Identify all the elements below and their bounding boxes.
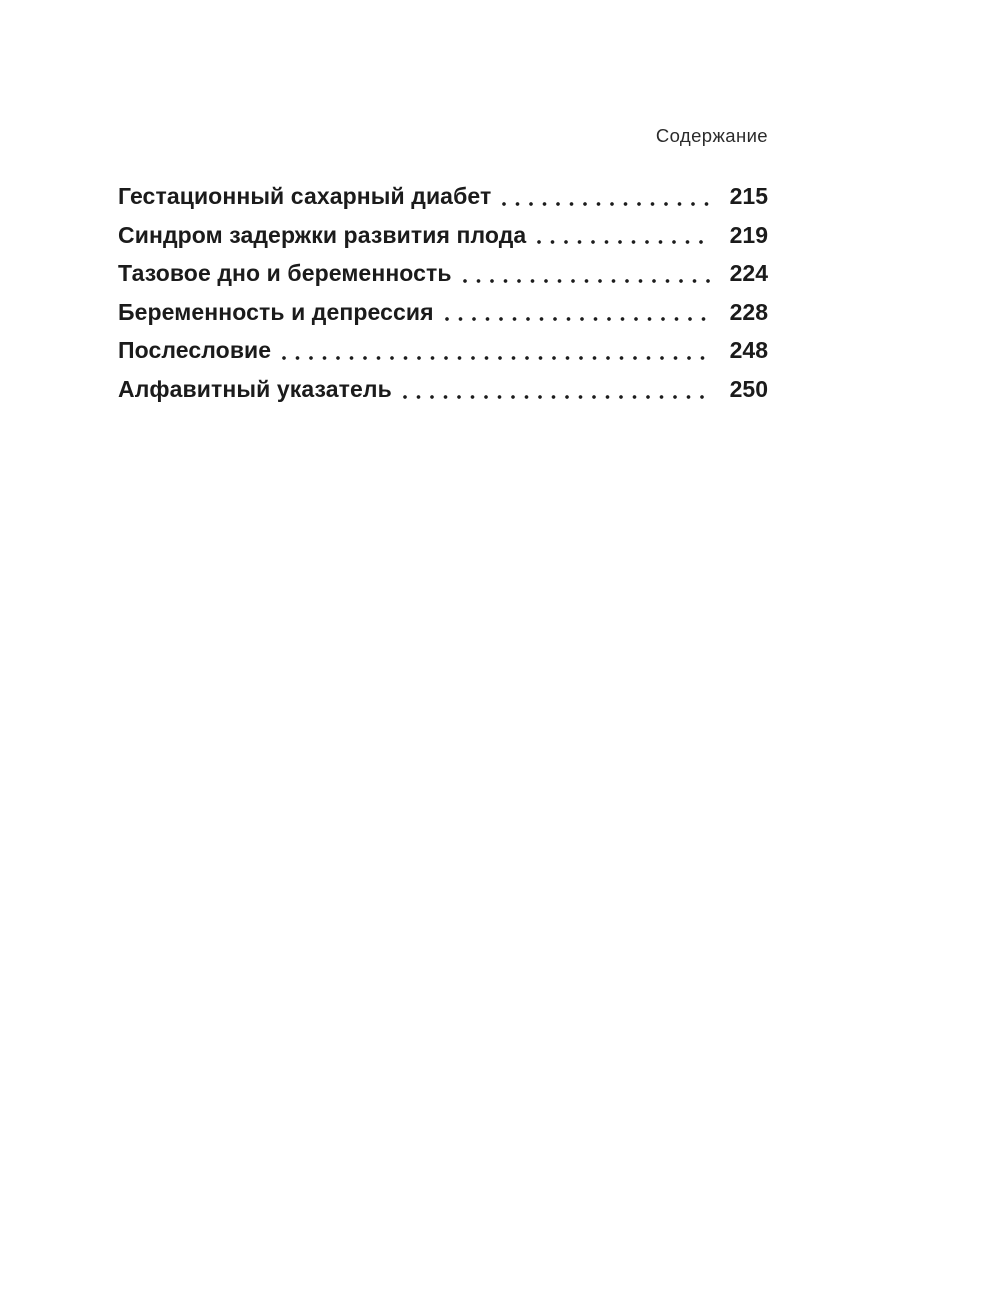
toc-content [118, 124, 768, 415]
toc-entry-row [118, 337, 768, 365]
toc-entry-title: Послесловие [118, 337, 272, 364]
toc-entry-page-number: 250 [729, 376, 768, 403]
toc-entry-page-number: 248 [729, 337, 768, 364]
toc-entry-row [118, 222, 768, 250]
toc-entry-row [118, 376, 768, 404]
toc-entry-page-number: 219 [729, 221, 768, 248]
dot-leader [282, 356, 710, 360]
dot-leader [463, 279, 710, 283]
toc-entry-page-number: 228 [729, 298, 768, 325]
toc-entry-page-number: 224 [729, 260, 768, 287]
toc-entry-title: Беременность и депрессия [118, 298, 434, 325]
toc-entry-title: Синдром задержки развития плода [118, 221, 527, 248]
toc-entry-title: Тазовое дно и беременность [118, 260, 452, 287]
toc-entry-row [118, 183, 768, 211]
dot-leader [502, 202, 710, 206]
dot-leader [403, 395, 710, 399]
toc-entry-title: Алфавитный указатель [118, 376, 392, 403]
toc-entry-row [118, 260, 768, 288]
running-header: Содержание [655, 125, 768, 146]
toc-entry-page-number: 215 [729, 183, 768, 210]
toc-entry-title: Гестационный сахарный диабет [118, 183, 492, 210]
toc-entry-row [118, 299, 768, 327]
toc-list [118, 183, 768, 404]
dot-leader [537, 240, 710, 244]
dot-leader [445, 317, 710, 321]
